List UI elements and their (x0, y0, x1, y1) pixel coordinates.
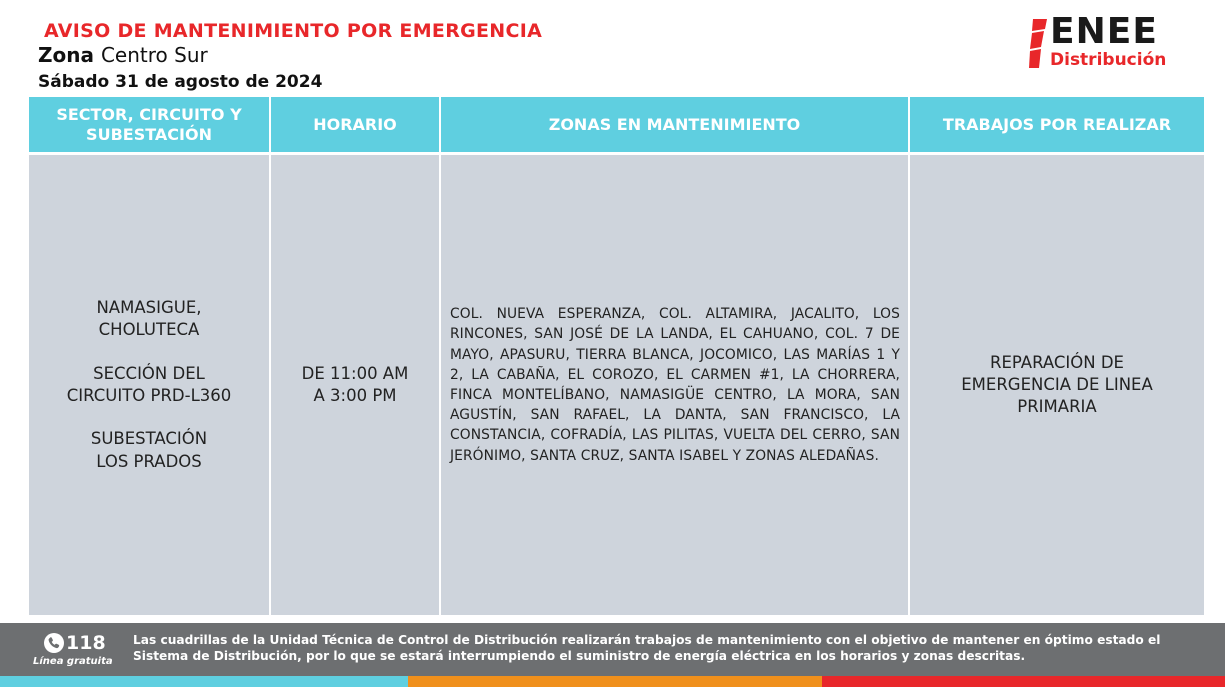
stripe-orange (408, 676, 822, 687)
header-zones: ZONAS EN MANTENIMIENTO (441, 97, 908, 152)
stripe-red (822, 676, 1225, 687)
notice-title: AVISO DE MANTENIMIENTO POR EMERGENCIA (44, 20, 543, 42)
cell-work (910, 155, 1204, 615)
sector-location-1: NAMASIGUE, (96, 298, 202, 318)
sector-substation-1: SUBESTACIÓN (90, 429, 208, 449)
schedule-line-2: A 3:00 PM (313, 386, 397, 405)
column-work (910, 97, 1204, 615)
sector-substation-2: LOS PRADOS (96, 451, 202, 471)
logo-brand: ENEE (1050, 11, 1158, 52)
free-line (33, 631, 113, 671)
zones-list: COL. NUEVA ESPERANZA, COL. ALTAMIRA, JACALITO, LOS RINCONES, SAN JOSÉ DE LA LANDA, EL CAHUANO, COL. 7 DE MAYO, APASURU, TIERRA BLANCA, JOCOMICO, LAS MARÍAS 1 Y 2, LA CABAÑA, EL COROZO, EL CARMEN #1, LA CHORRERA, FINCA MONTELÍBANO, NAMASIGÜE CENTRO, LA MORA, SAN AGUSTÍN, SAN RAFAEL, LA DANTA, SAN FRANCISCO, LA CONSTANCIA, COFRADÍA, LAS PILITAS, VUELTA DEL CERRO, SAN JERÓNIMO, SANTA CRUZ, SANTA ISABEL Y ZONAS ALEDAÑAS. (450, 306, 900, 464)
notice-date: Sábado 31 de agosto de 2024 (38, 72, 323, 92)
zone-title (38, 43, 208, 67)
work-line-3: PRIMARIA (1017, 397, 1097, 417)
maintenance-table (29, 97, 1204, 615)
enee-logo-mark-icon (1029, 17, 1047, 68)
phone-number: 118 (66, 632, 106, 654)
color-stripes (0, 676, 1225, 687)
cell-zones (441, 155, 908, 615)
work-line-1: REPARACIÓN DE (990, 352, 1124, 372)
cell-schedule (271, 155, 439, 615)
sector-circuit-2: CIRCUITO PRD-L360 (66, 386, 232, 405)
phone-icon (44, 633, 64, 653)
column-schedule (271, 97, 439, 615)
zone-name: Centro Sur (100, 43, 208, 67)
cell-sector (29, 155, 269, 615)
enee-logo (1029, 11, 1199, 71)
work-line-2: EMERGENCIA DE LINEA (961, 374, 1153, 394)
zone-prefix: Zona (38, 43, 94, 67)
header-work: TRABAJOS POR REALIZAR (910, 97, 1204, 152)
sector-location-2: CHOLUTECA (98, 320, 200, 340)
phone-label: Línea gratuita (33, 656, 113, 667)
logo-subtitle: Distribución (1050, 50, 1167, 70)
schedule-line-1: DE 11:00 AM (301, 363, 409, 383)
footer-message: Las cuadrillas de la Unidad Técnica de Control de Distribución realizarán trabajos de mantenimiento con el objetivo de mantener en óptimo estado el Sistema de Distribución, por lo que se estará interrumpiendo el suministro de energía eléctrica en los horarios y zonas descritas. (133, 633, 1161, 663)
column-sector (29, 97, 269, 615)
footer-bar (0, 623, 1225, 676)
sector-circuit-1: SECCIÓN DEL (93, 363, 205, 383)
header-schedule: HORARIO (271, 97, 439, 152)
stripe-cyan (0, 676, 408, 687)
header-sector: SECTOR, CIRCUITO Y SUBESTACIÓN (29, 97, 269, 152)
column-zones (441, 97, 908, 615)
